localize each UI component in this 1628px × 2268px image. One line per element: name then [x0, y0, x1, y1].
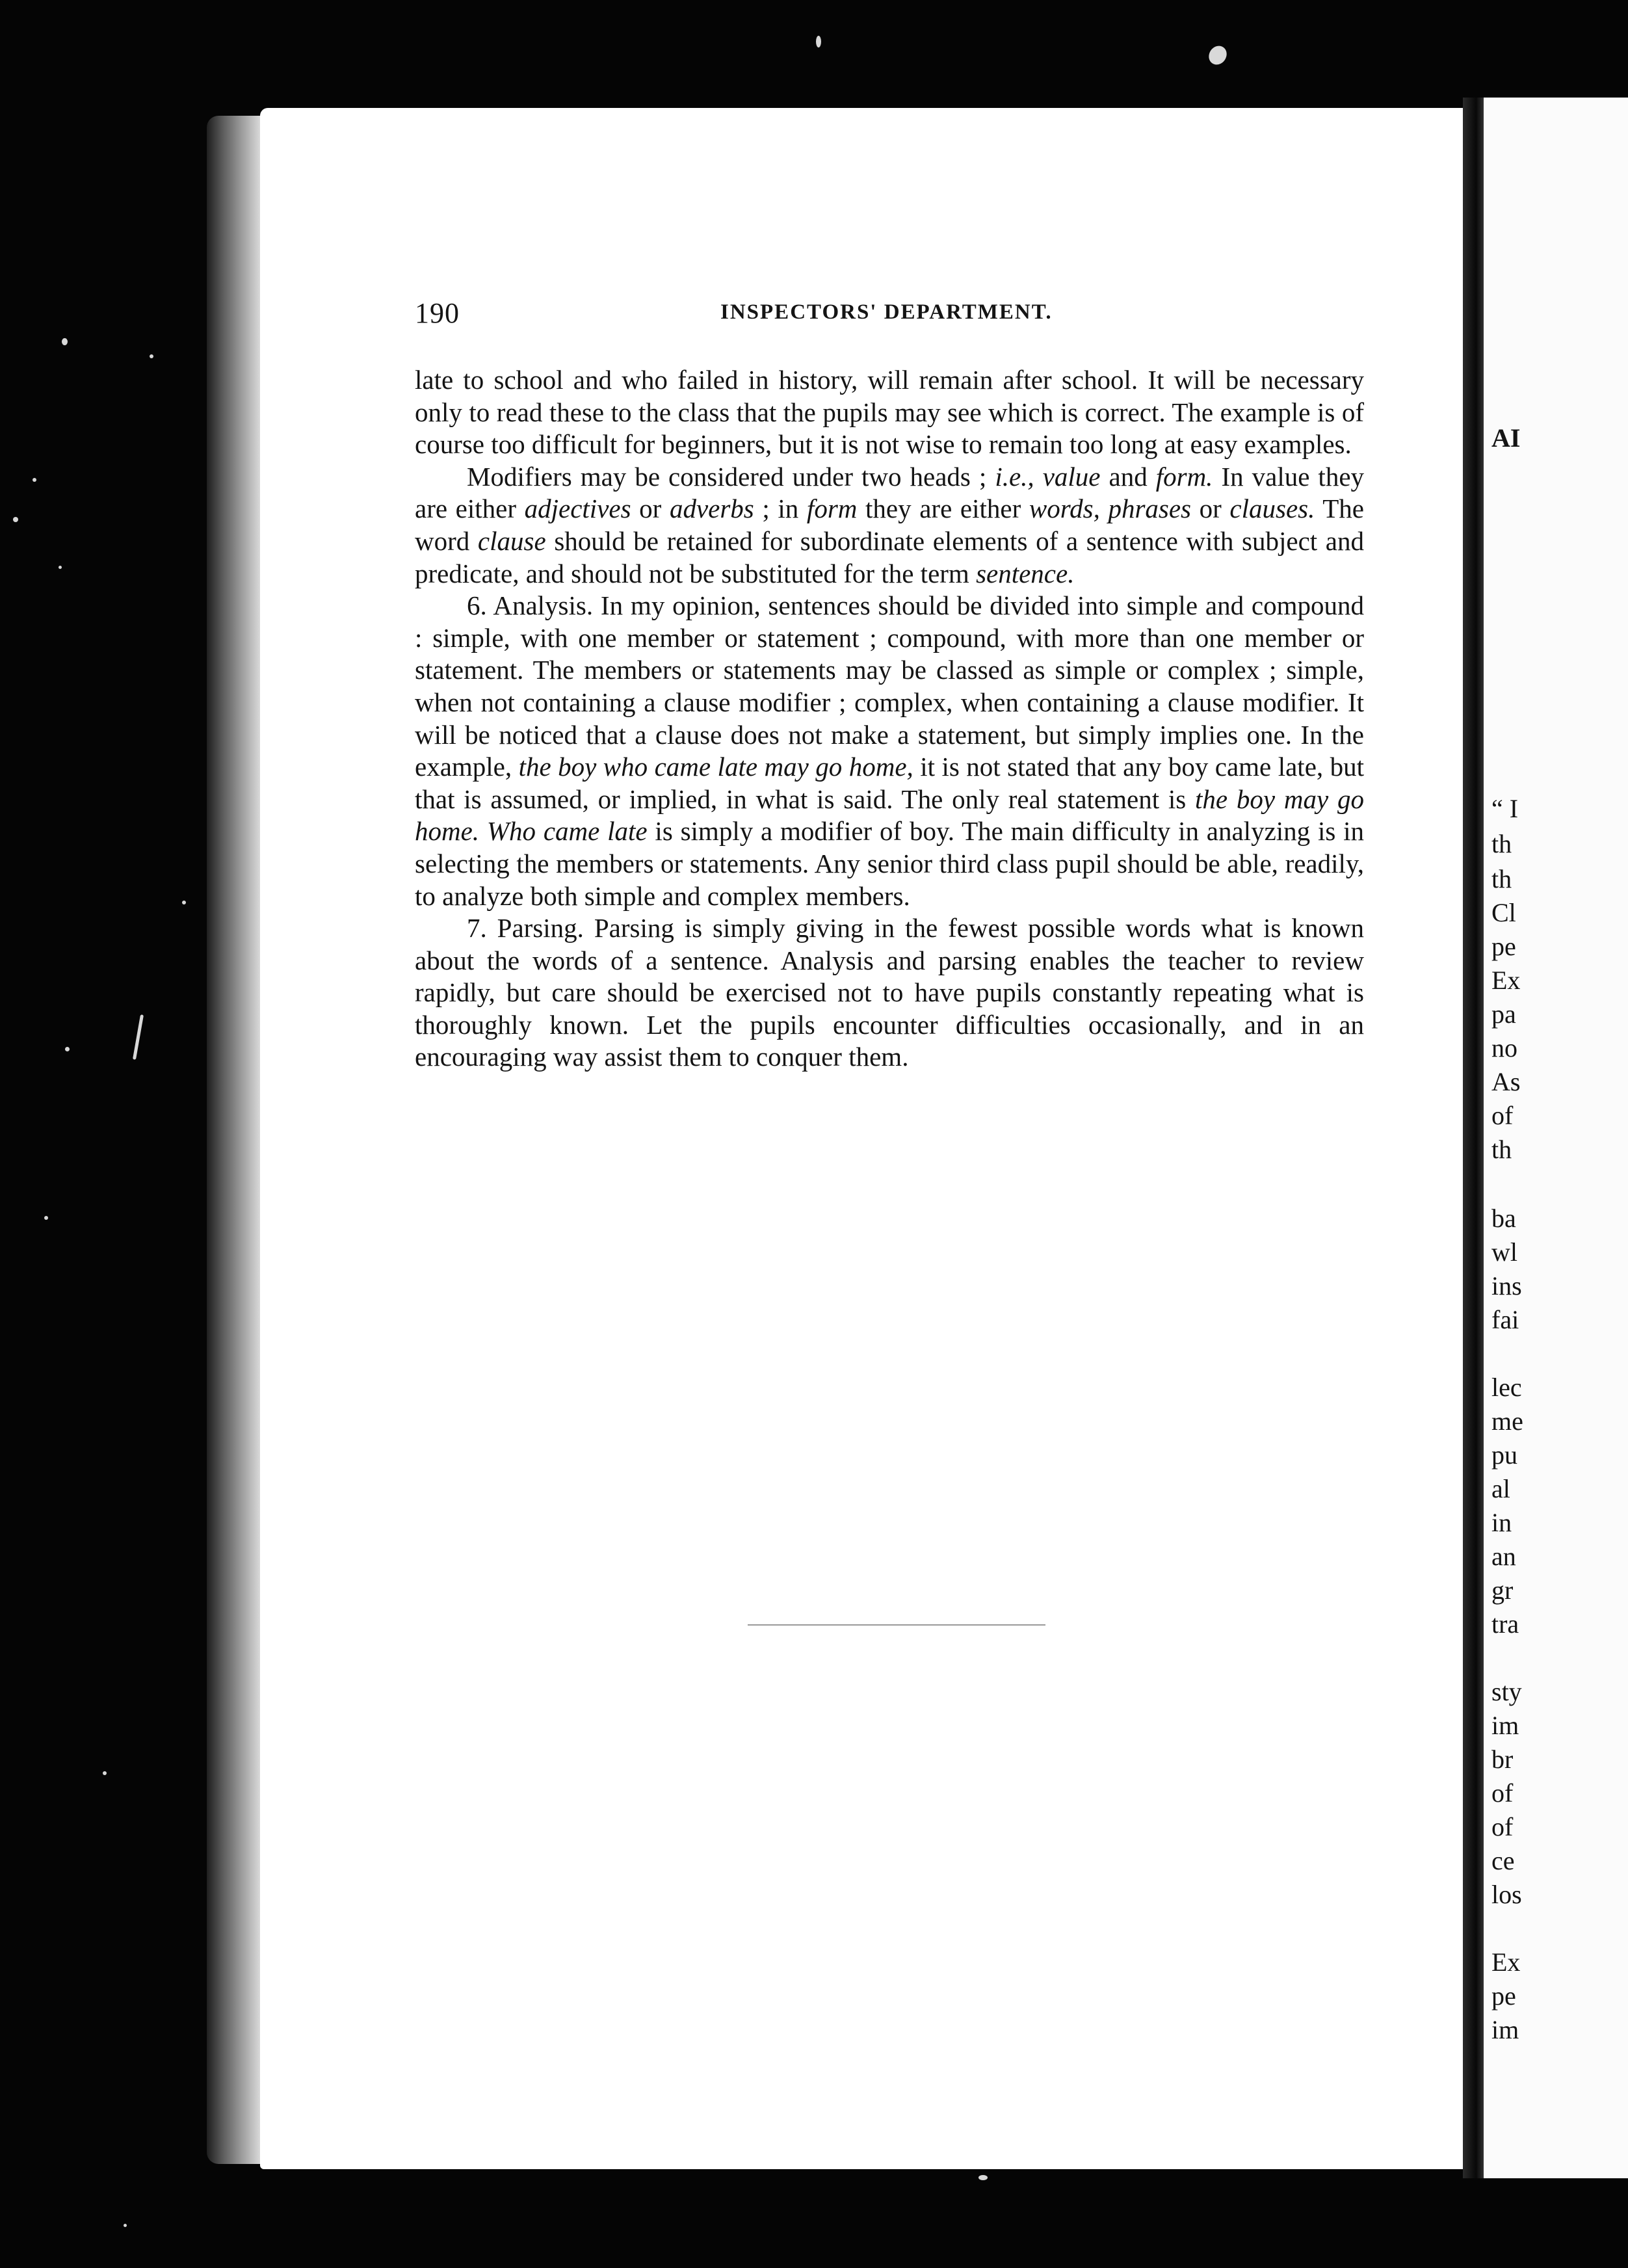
- facing-page-line: no: [1491, 1033, 1517, 1062]
- facing-page-line: los: [1491, 1880, 1522, 1909]
- text-run: and: [1100, 461, 1156, 492]
- facing-page-line: tra: [1491, 1609, 1519, 1639]
- facing-page-line: of: [1491, 1101, 1514, 1130]
- facing-page-line: pe: [1491, 932, 1516, 961]
- italic-text-run: sentence.: [976, 558, 1075, 588]
- facing-page-fragment: [1484, 98, 1628, 2178]
- text-run: or: [631, 494, 670, 524]
- text-run: [1034, 462, 1043, 492]
- facing-page-line: th: [1491, 1135, 1512, 1164]
- facing-page-line: im: [1491, 1711, 1519, 1740]
- italic-text-run: words, phrases: [1029, 494, 1192, 524]
- italic-text-run: i.e.,: [995, 461, 1034, 492]
- text-run: [479, 816, 487, 846]
- facing-page-line: pa: [1491, 999, 1516, 1029]
- facing-page-line: ba: [1491, 1204, 1516, 1233]
- text-run: should be retained for subordinate elements of a sentence with subject and predicate, and should not be substituted for the term: [415, 525, 1365, 588]
- facing-page-line: As: [1491, 1067, 1521, 1096]
- facing-page-line: Ex: [1491, 1947, 1521, 1977]
- text-run: 6. Analysis. In my opinion, sentences should be divided into simple and compound : simple, with one member or statement ; compound, with more than one member or statement. The members or statements may be classed as simple or complex ; simple, when not containing a clause modifier ; complex, when containing a clause modifier. It will be noticed that a clause does not make a statement, but simply implies one. In the example,: [415, 590, 1364, 782]
- text-run: Modifiers may be considered under two heads ;: [467, 461, 995, 492]
- background-speck: [65, 1047, 70, 1051]
- italic-text-run: clause: [477, 525, 546, 556]
- italic-text-run: form: [806, 494, 858, 524]
- background-speck: [62, 338, 68, 345]
- facing-page-line: of: [1491, 1812, 1514, 1841]
- facing-page-line: pu: [1491, 1440, 1517, 1470]
- facing-page-line: sty: [1491, 1677, 1522, 1706]
- background-speck: [816, 36, 821, 47]
- facing-page-line: al: [1491, 1474, 1510, 1503]
- text-run: is simply a modifier of boy. The main difficulty in analyzing is in selecting the members or statements. Any senior third class pupil should be able, readily, to analyze both simple and complex members.: [415, 816, 1365, 911]
- background-speck: [124, 2224, 127, 2227]
- facing-page-line: pe: [1491, 1981, 1516, 2011]
- paragraph: [415, 364, 1364, 461]
- book-gutter: [1463, 98, 1485, 2178]
- text-run: they are either: [857, 494, 1029, 524]
- facing-page-line: of: [1491, 1778, 1514, 1808]
- facing-page-line: th: [1491, 864, 1512, 893]
- text-run: The word: [415, 494, 1364, 556]
- facing-page-line: gr: [1491, 1576, 1514, 1605]
- background-speck: [44, 1216, 48, 1220]
- facing-page-line: Cl: [1491, 898, 1516, 927]
- italic-text-run: value: [1042, 461, 1101, 492]
- facing-page-line: in: [1491, 1508, 1512, 1537]
- italic-text-run: form.: [1155, 461, 1213, 492]
- facing-page-line: an: [1491, 1542, 1516, 1571]
- facing-page-heading: AI: [1491, 423, 1521, 453]
- background-speck: [182, 901, 186, 904]
- italic-text-run: the boy may go home.: [415, 784, 1364, 847]
- italic-text-run: adverbs: [669, 494, 754, 524]
- paragraph: [415, 912, 1364, 1074]
- background-speck: [59, 566, 62, 569]
- italic-text-run: the boy who came late may go home,: [518, 752, 913, 782]
- italic-text-run: Who came late: [486, 816, 648, 847]
- text-run: or: [1191, 494, 1230, 524]
- paragraph: [415, 461, 1364, 590]
- background-speck: [150, 354, 153, 358]
- header-title: INSPECTORS' DEPARTMENT.: [720, 300, 1053, 324]
- end-rule: [748, 1624, 1045, 1626]
- text-run: In value they are either: [415, 461, 1365, 524]
- facing-page-line: ce: [1491, 1846, 1515, 1875]
- italic-text-run: clauses.: [1229, 494, 1315, 524]
- facing-page-line: Ex: [1491, 966, 1521, 995]
- facing-page-line: wl: [1491, 1237, 1517, 1267]
- facing-page-line: fai: [1491, 1305, 1519, 1334]
- italic-text-run: adjectives: [524, 494, 631, 524]
- text-run: 7. Parsing. Parsing is simply giving in the fewest possible words what is known about the words of a sentence. Analysis and parsing enables the teacher to review rapidly, but care should be exercised not to have pupils constantly repeating what is thoroughly known. Let the pupils encounter difficulties occasionally, and in an encouraging way assist them to conquer them.: [415, 913, 1364, 1072]
- text-run: it is not stated that any boy came late, but that is assumed, or implied, in what is said. The only real statement is: [415, 752, 1364, 814]
- text-run: ; in: [754, 494, 807, 524]
- text-run: late to school and who failed in history, will remain after school. It will be necessary only to read these to the class that the pupils may see which is correct. The example is of course too difficult for beginners, but it is not wise to remain too long at easy examples.: [415, 365, 1364, 460]
- facing-page-line: ins: [1491, 1271, 1522, 1300]
- facing-page-line: br: [1491, 1745, 1514, 1774]
- body-text: [415, 364, 1364, 1074]
- facing-page-line: th: [1491, 829, 1512, 858]
- page-number: 190: [415, 297, 460, 329]
- background-speck: [103, 1771, 107, 1775]
- facing-page-line: im: [1491, 2015, 1519, 2044]
- background-speck: [978, 2175, 988, 2180]
- paragraph: [415, 590, 1364, 912]
- running-head: [415, 297, 1123, 336]
- facing-page-line: me: [1491, 1406, 1523, 1436]
- background-speck: [13, 517, 18, 522]
- facing-page-line: “ I: [1491, 794, 1519, 823]
- facing-page-line: lec: [1491, 1373, 1522, 1402]
- background-speck: [33, 478, 36, 482]
